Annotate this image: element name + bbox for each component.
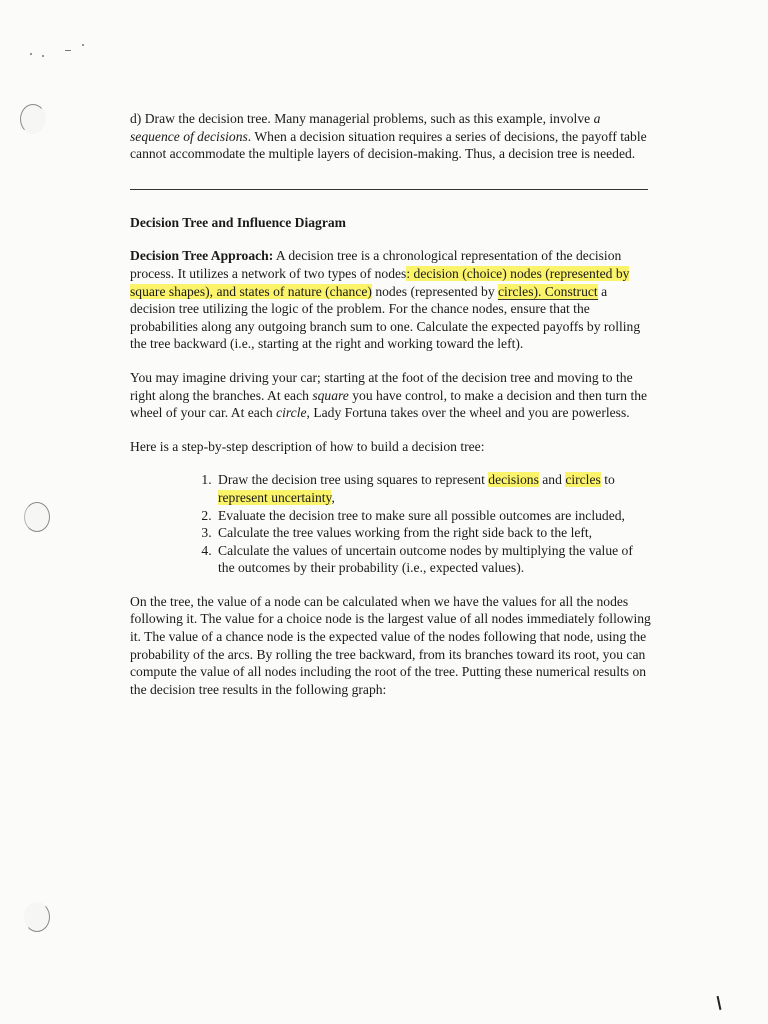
step-item: 2. Evaluate the decision tree to make sure all possible outcomes are included,	[215, 507, 652, 525]
step-item: 3. Calculate the tree values working from the right side back to the left,	[215, 524, 652, 542]
section-heading: Decision Tree and Influence Diagram	[130, 214, 346, 230]
imagine-text: , Lady Fortuna takes over the wheel and you are powerless.	[306, 405, 630, 421]
intro-paragraph	[130, 110, 652, 163]
step-item: 4. Calculate the values of uncertain outcome nodes by multiplying the value of the outcomes by their probability (i.e., expected values).	[215, 542, 652, 577]
scan-speck	[82, 44, 84, 46]
binder-hole-top	[20, 104, 46, 134]
step-text: ,	[331, 489, 335, 505]
step-text: Draw the decision tree using squares to represent	[218, 472, 489, 488]
approach-label: Decision Tree Approach:	[130, 248, 274, 264]
scan-speck	[30, 53, 32, 55]
imagine-text: you have control, to make a decision and then turn the wheel of your car. At each	[130, 387, 648, 421]
step-item	[215, 471, 652, 506]
approach-text: a decision tree utilizing the logic of the problem. For the chance nodes, ensure that the probabilities along any outgoing branch sum to one. Calculate the expected payoffs by rolling the tree backward (i.e., starting at the right and working toward the left).	[130, 283, 641, 352]
intro-text-end: . When a decision situation requires a series of decisions, the payoff table cannot accommodate the multiple layers of decision-making. Thus, a decision tree is needed.	[130, 128, 647, 162]
approach-paragraph	[130, 247, 652, 353]
imagine-paragraph	[130, 369, 652, 422]
steps-intro: Here is a step-by-step description of how to build a decision tree:	[130, 438, 485, 454]
highlighted-circles: circles). Construct	[498, 283, 598, 299]
imagine-italic-circle: circle	[276, 405, 307, 421]
binder-hole-middle	[24, 502, 50, 532]
final-paragraph: On the tree, the value of a node can be calculated when we have the values for all the nodes following it. The value for a choice node is the largest value of all nodes immediately following it. The value of a chance node is the expected value of the nodes following that node, using the probability of the arcs. By rolling the tree backward, from its branches toward its root, you can compute the value of all nodes including the root of the tree. Putting these numerical results on the decision tree results in the following graph:	[130, 593, 651, 697]
approach-text: A decision tree is a chronological representation of the decision process. It utilizes a network of two types of nodes	[130, 248, 622, 281]
highlighted-node-types: : decision (choice) nodes (represented by square shapes), and states of nature (chance)	[130, 265, 630, 299]
step-text: and	[538, 472, 566, 488]
section-divider	[130, 189, 648, 190]
imagine-italic-square: square	[312, 387, 349, 403]
pen-mark	[717, 996, 721, 1010]
steps-list	[130, 471, 652, 577]
intro-italic-text: a sequence of decisions	[130, 111, 601, 144]
binder-hole-bottom	[24, 902, 50, 932]
highlighted-decisions: decisions	[488, 472, 539, 488]
scan-speck	[65, 50, 71, 51]
imagine-text: You may imagine driving your car; starting at the foot of the decision tree and moving to the right along the branches. At each	[130, 369, 633, 403]
document-body	[130, 110, 652, 714]
approach-text: nodes (represented by	[371, 283, 499, 299]
highlighted-circles: circles	[565, 472, 601, 488]
highlighted-uncertainty: represent uncertainty	[218, 489, 332, 505]
step-text: to	[600, 472, 615, 488]
scan-speck	[42, 55, 44, 57]
intro-text: d) Draw the decision tree. Many managerial problems, such as this example, involve	[130, 111, 594, 126]
